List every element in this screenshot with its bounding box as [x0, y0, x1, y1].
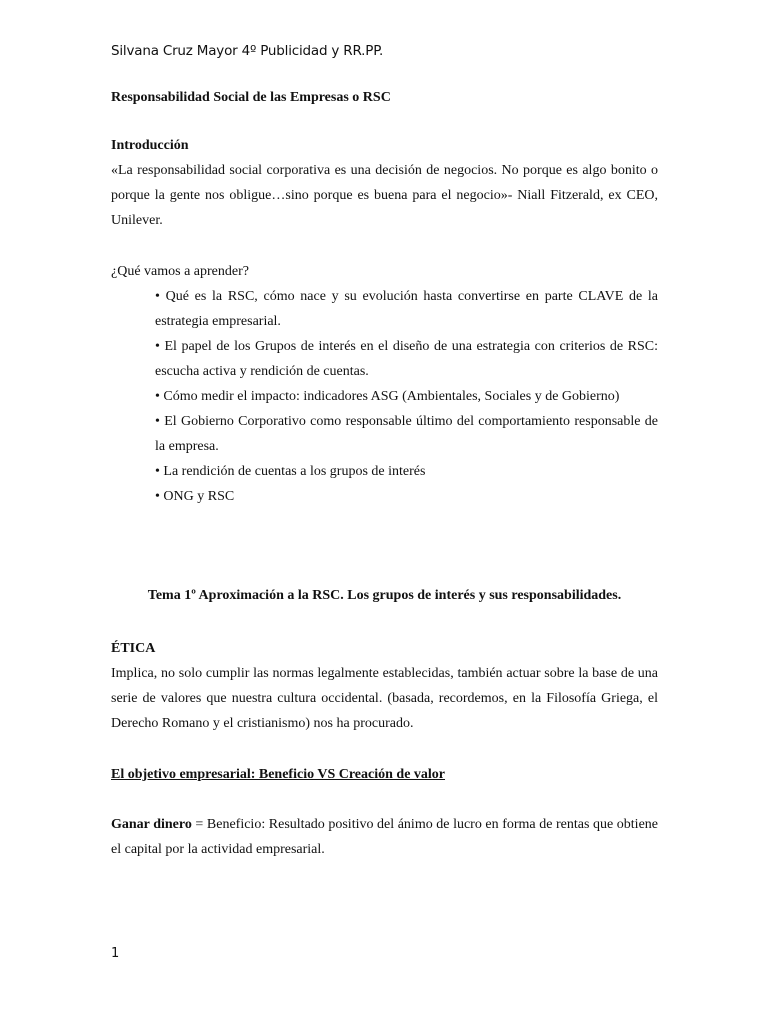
page-number: 1: [111, 946, 120, 961]
section-title: Tema 1º Aproximación a la RSC. Los grupos de interés y sus responsabilidades.: [147, 588, 622, 603]
objetivo-heading: El objetivo empresarial: Beneficio VS Creación de valor: [111, 767, 446, 782]
list-item: • Cómo medir el impacto: indicadores ASG (Ambientales, Sociales y de Gobierno): [155, 389, 620, 404]
ganar-term: Ganar dinero: [111, 817, 192, 832]
learning-list: [155, 284, 658, 509]
list-item: • El papel de los Grupos de interés en el diseño de una estrategia con criterios de RSC: escucha activa y rendición de cuentas.: [155, 339, 658, 379]
list-item: • El Gobierno Corporativo como responsable último del comportamiento responsable de la empresa.: [155, 414, 658, 454]
intro-quote: «La responsabilidad social corporativa es una decisión de negocios. No porque es algo bonito o porque la gente nos obligue…sino porque es buena para el negocio»- Niall Fitzerald, ex CEO, Unilever.: [111, 163, 658, 228]
ganar-definition: = Beneficio: Resultado positivo del ánimo de lucro en forma de rentas que obtiene el capital por la actividad empresarial.: [111, 817, 658, 857]
etica-paragraph: Implica, no solo cumplir las normas legalmente establecidas, también actuar sobre la base de una serie de valores que nuestra cultura occidental. (basada, recordemos, en la Filosofía Griega, el Derecho Romano y el cristianismo) nos ha procurado.: [111, 666, 658, 731]
ganar-paragraph: [111, 812, 658, 862]
document-title: Responsabilidad Social de las Empresas o RSC: [111, 90, 391, 105]
learn-heading: ¿Qué vamos a aprender?: [111, 264, 249, 279]
list-item: • Qué es la RSC, cómo nace y su evolución hasta convertirse en parte CLAVE de la estrategia empresarial.: [155, 289, 658, 329]
list-item: • ONG y RSC: [155, 489, 235, 504]
etica-heading: ÉTICA: [111, 641, 156, 656]
page-header: Silvana Cruz Mayor 4º Publicidad y RR.PP.: [111, 43, 384, 59]
list-item: • La rendición de cuentas a los grupos de interés: [155, 464, 426, 479]
intro-heading: Introducción: [111, 138, 189, 153]
